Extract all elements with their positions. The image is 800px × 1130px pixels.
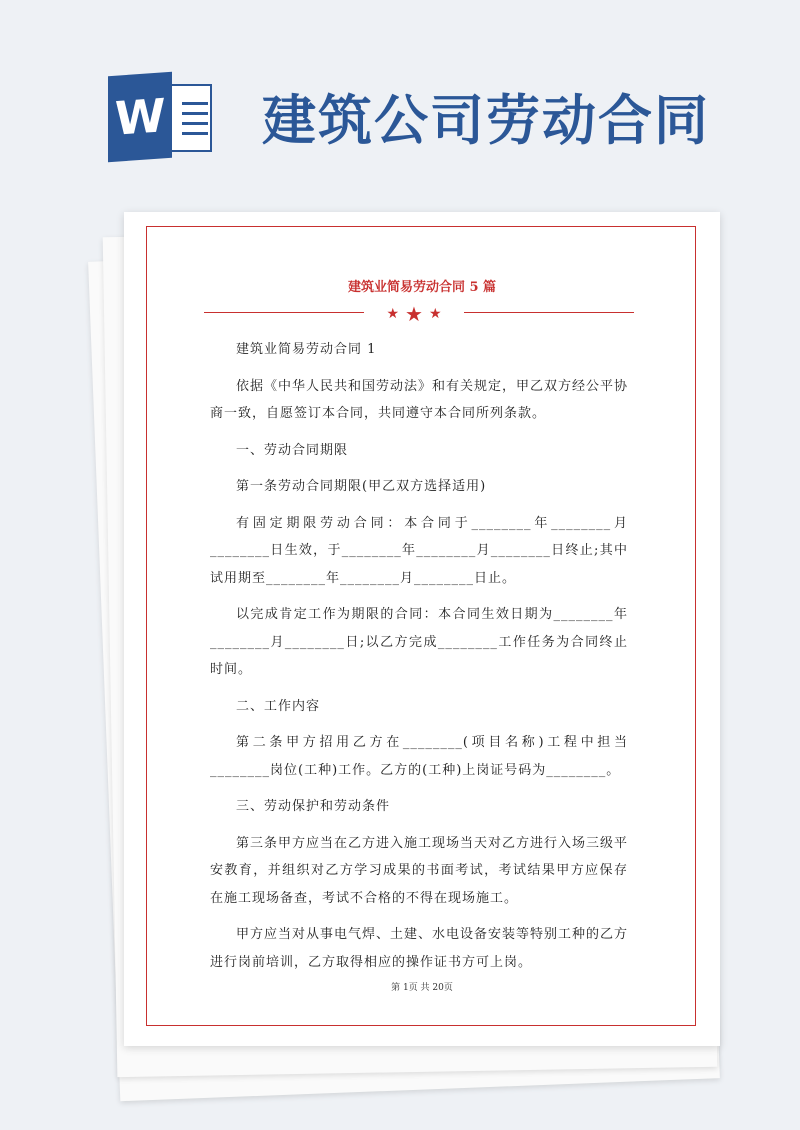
star-icon: ★ — [428, 306, 442, 322]
paragraph: 第三条甲方应当在乙方进入施工现场当天对乙方进行入场三级平安教育，并组织对乙方学习成果的书面考试，考试结果甲方应保存在施工现场备查，考试不合格的不得在现场施工。 — [210, 835, 629, 906]
page-number: 第 1页 共 20页 — [391, 983, 453, 993]
word-icon-line — [182, 122, 208, 125]
title-divider-right — [464, 312, 634, 313]
word-icon-line — [182, 102, 208, 105]
word-icon-letter: W — [108, 72, 172, 162]
word-icon-line — [182, 112, 208, 115]
contract-heading: 建筑业简易劳动合同 1 — [236, 342, 377, 357]
section-heading: 二、工作内容 — [236, 698, 321, 714]
star-ornament — [374, 302, 454, 326]
document-title: 建筑业简易劳动合同 5 篇 — [347, 280, 497, 295]
paragraph: 有固定期限劳动合同：本合同于________年________月________日生效，于________年________月________日终止;其中试用期至________年________月________日止。 — [210, 515, 628, 586]
star-icon: ★ — [405, 302, 423, 326]
document-page — [124, 212, 720, 1046]
section-heading: 一、劳动合同期限 — [236, 442, 349, 458]
paragraph: 甲方应当对从事电气焊、土建、水电设备安装等特别工种的乙方进行岗前培训，乙方取得相应的操作证书方可上岗。 — [210, 927, 629, 970]
paragraph: 以完成肯定工作为期限的合同：本合同生效日期为________年________月________日;以乙方完成________工作任务为合同终止时间。 — [210, 607, 628, 677]
star-icon: ★ — [386, 306, 400, 322]
title-divider-left — [204, 312, 364, 313]
section-heading: 三、劳动保护和劳动条件 — [236, 799, 391, 814]
paragraph: 依据《中华人民共和国劳动法》和有关规定，甲乙双方经公平协商一致，自愿签订本合同，共同遵守本合同所列条款。 — [210, 378, 629, 421]
paragraph: 第二条甲方招用乙方在________(项目名称)工程中担当________岗位(工种)工作。乙方的(工种)上岗证号码为________。 — [210, 735, 628, 778]
page-title: 建筑公司劳动合同 — [262, 88, 710, 152]
header — [0, 0, 800, 200]
word-icon-line — [182, 132, 208, 135]
document-body — [210, 336, 628, 985]
word-icon — [108, 74, 216, 160]
paragraph: 第一条劳动合同期限(甲乙双方选择适用) — [236, 479, 487, 494]
